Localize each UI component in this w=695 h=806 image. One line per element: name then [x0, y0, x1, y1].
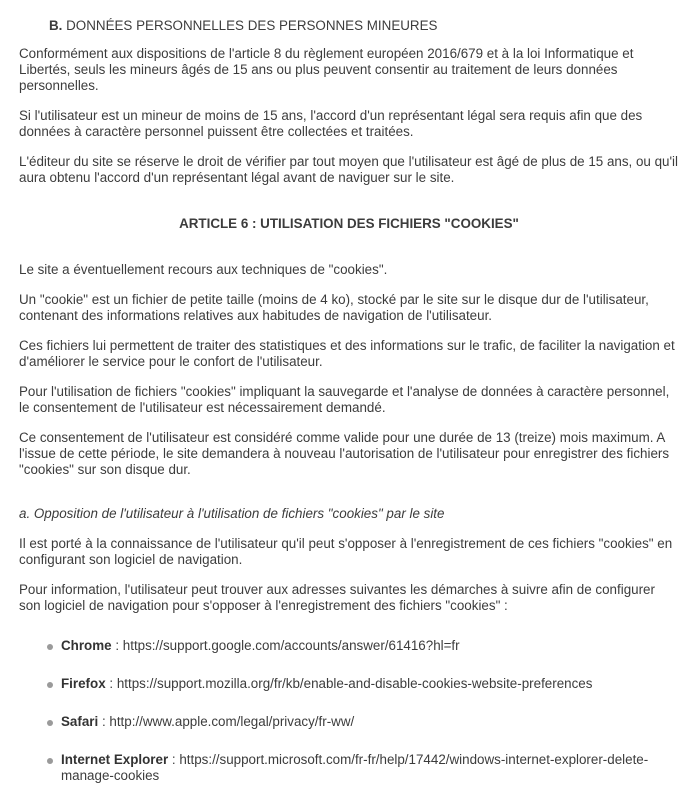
- article-6-paragraph: Un "cookie" est un fichier de petite taille (moins de 4 ko), stocké par le site sur le disque dur de l'utilisateur, contenant des informations relatives aux habitudes de navigation de l'utilisateur.: [19, 292, 649, 323]
- article-6-paragraph: Pour l'utilisation de fichiers "cookies" impliquant la sauvegarde et l'analyse de données à caractère personnel, le consentement de l'utilisateur est nécessairement demandé.: [19, 384, 670, 415]
- section-b-paragraph: Conformément aux dispositions de l'article 8 du règlement européen 2016/679 et à la loi Informatique et Libertés, seuls les mineurs âgés de 15 ans ou plus peuvent consentir au traitement de leurs données personnelles.: [19, 46, 634, 93]
- browser-help-link[interactable]: https://support.google.com/accounts/answer/61416?hl=fr: [122, 638, 460, 653]
- browser-list: [19, 638, 679, 784]
- section-b-paragraph: L'éditeur du site se réserve le droit de vérifier par tout moyen que l'utilisateur est âgé de plus de 15 ans, ou qu'il aura obtenu l'accord d'un représentant légal avant de naviguer sur le site.: [19, 154, 678, 185]
- browser-list-item: [44, 676, 679, 692]
- subsection-a-paragraph: Il est porté à la connaissance de l'utilisateur qu'il peut s'opposer à l'enregistrement de ces fichiers "cookies" en configurant son logiciel de navigation.: [19, 536, 673, 567]
- section-b-title: DONNÉES PERSONNELLES DES PERSONNES MINEURES: [66, 18, 438, 33]
- article-6-paragraph: Le site a éventuellement recours aux techniques de "cookies".: [19, 262, 388, 277]
- browser-separator: :: [105, 676, 117, 691]
- subsection-a-paragraph: Pour information, l'utilisateur peut trouver aux adresses suivantes les démarches à suivre afin de configurer son logiciel de navigation pour s'opposer à l'enregistrement des fichiers "cookies" :: [19, 582, 655, 613]
- browser-name: Chrome: [61, 638, 112, 653]
- browser-name: Safari: [61, 714, 99, 729]
- browser-name: Firefox: [61, 676, 106, 691]
- bullet-icon: [47, 758, 53, 764]
- browser-list-item: [44, 752, 679, 784]
- article-6-paragraph: Ces fichiers lui permettent de traiter des statistiques et des informations sur le trafic, de faciliter la navigation et d'améliorer le service pour le confort de l'utilisateur.: [19, 338, 675, 369]
- browser-list-item: [44, 638, 679, 654]
- browser-list-item: [44, 714, 679, 730]
- subsection-a-heading: a. Opposition de l'utilisateur à l'utilisation de fichiers "cookies" par le site: [19, 506, 445, 521]
- section-b-heading: [19, 18, 679, 34]
- browser-separator: :: [111, 638, 123, 653]
- browser-help-link[interactable]: https://support.mozilla.org/fr/kb/enable-and-disable-cookies-website-preferences: [116, 676, 593, 691]
- section-b-paragraph: Si l'utilisateur est un mineur de moins de 15 ans, l'accord d'un représentant légal sera requis afin que des données à caractère personnel puissent être collectées et traitées.: [19, 108, 643, 139]
- browser-help-link[interactable]: http://www.apple.com/legal/privacy/fr-ww/: [109, 714, 355, 729]
- bullet-icon: [47, 644, 53, 650]
- section-b-letter: B.: [49, 18, 63, 33]
- browser-name: Internet Explorer: [61, 752, 169, 767]
- bullet-icon: [47, 720, 53, 726]
- browser-separator: :: [98, 714, 110, 729]
- browser-separator: :: [168, 752, 180, 767]
- article-6-paragraph: Ce consentement de l'utilisateur est considéré comme valide pour une durée de 13 (treize) mois maximum. A l'issue de cette période, le site demandera à nouveau l'autorisation de l'utilisateur pour enregistrer des fichiers "cookies" sur son disque dur.: [19, 430, 670, 477]
- browser-help-link[interactable]: https://support.microsoft.com/fr-fr/help/17442/windows-internet-explorer-delete-manage-cookies: [61, 752, 649, 783]
- document-body: [19, 18, 679, 806]
- bullet-icon: [47, 682, 53, 688]
- article-6-heading: ARTICLE 6 : UTILISATION DES FICHIERS "COOKIES": [179, 216, 519, 231]
